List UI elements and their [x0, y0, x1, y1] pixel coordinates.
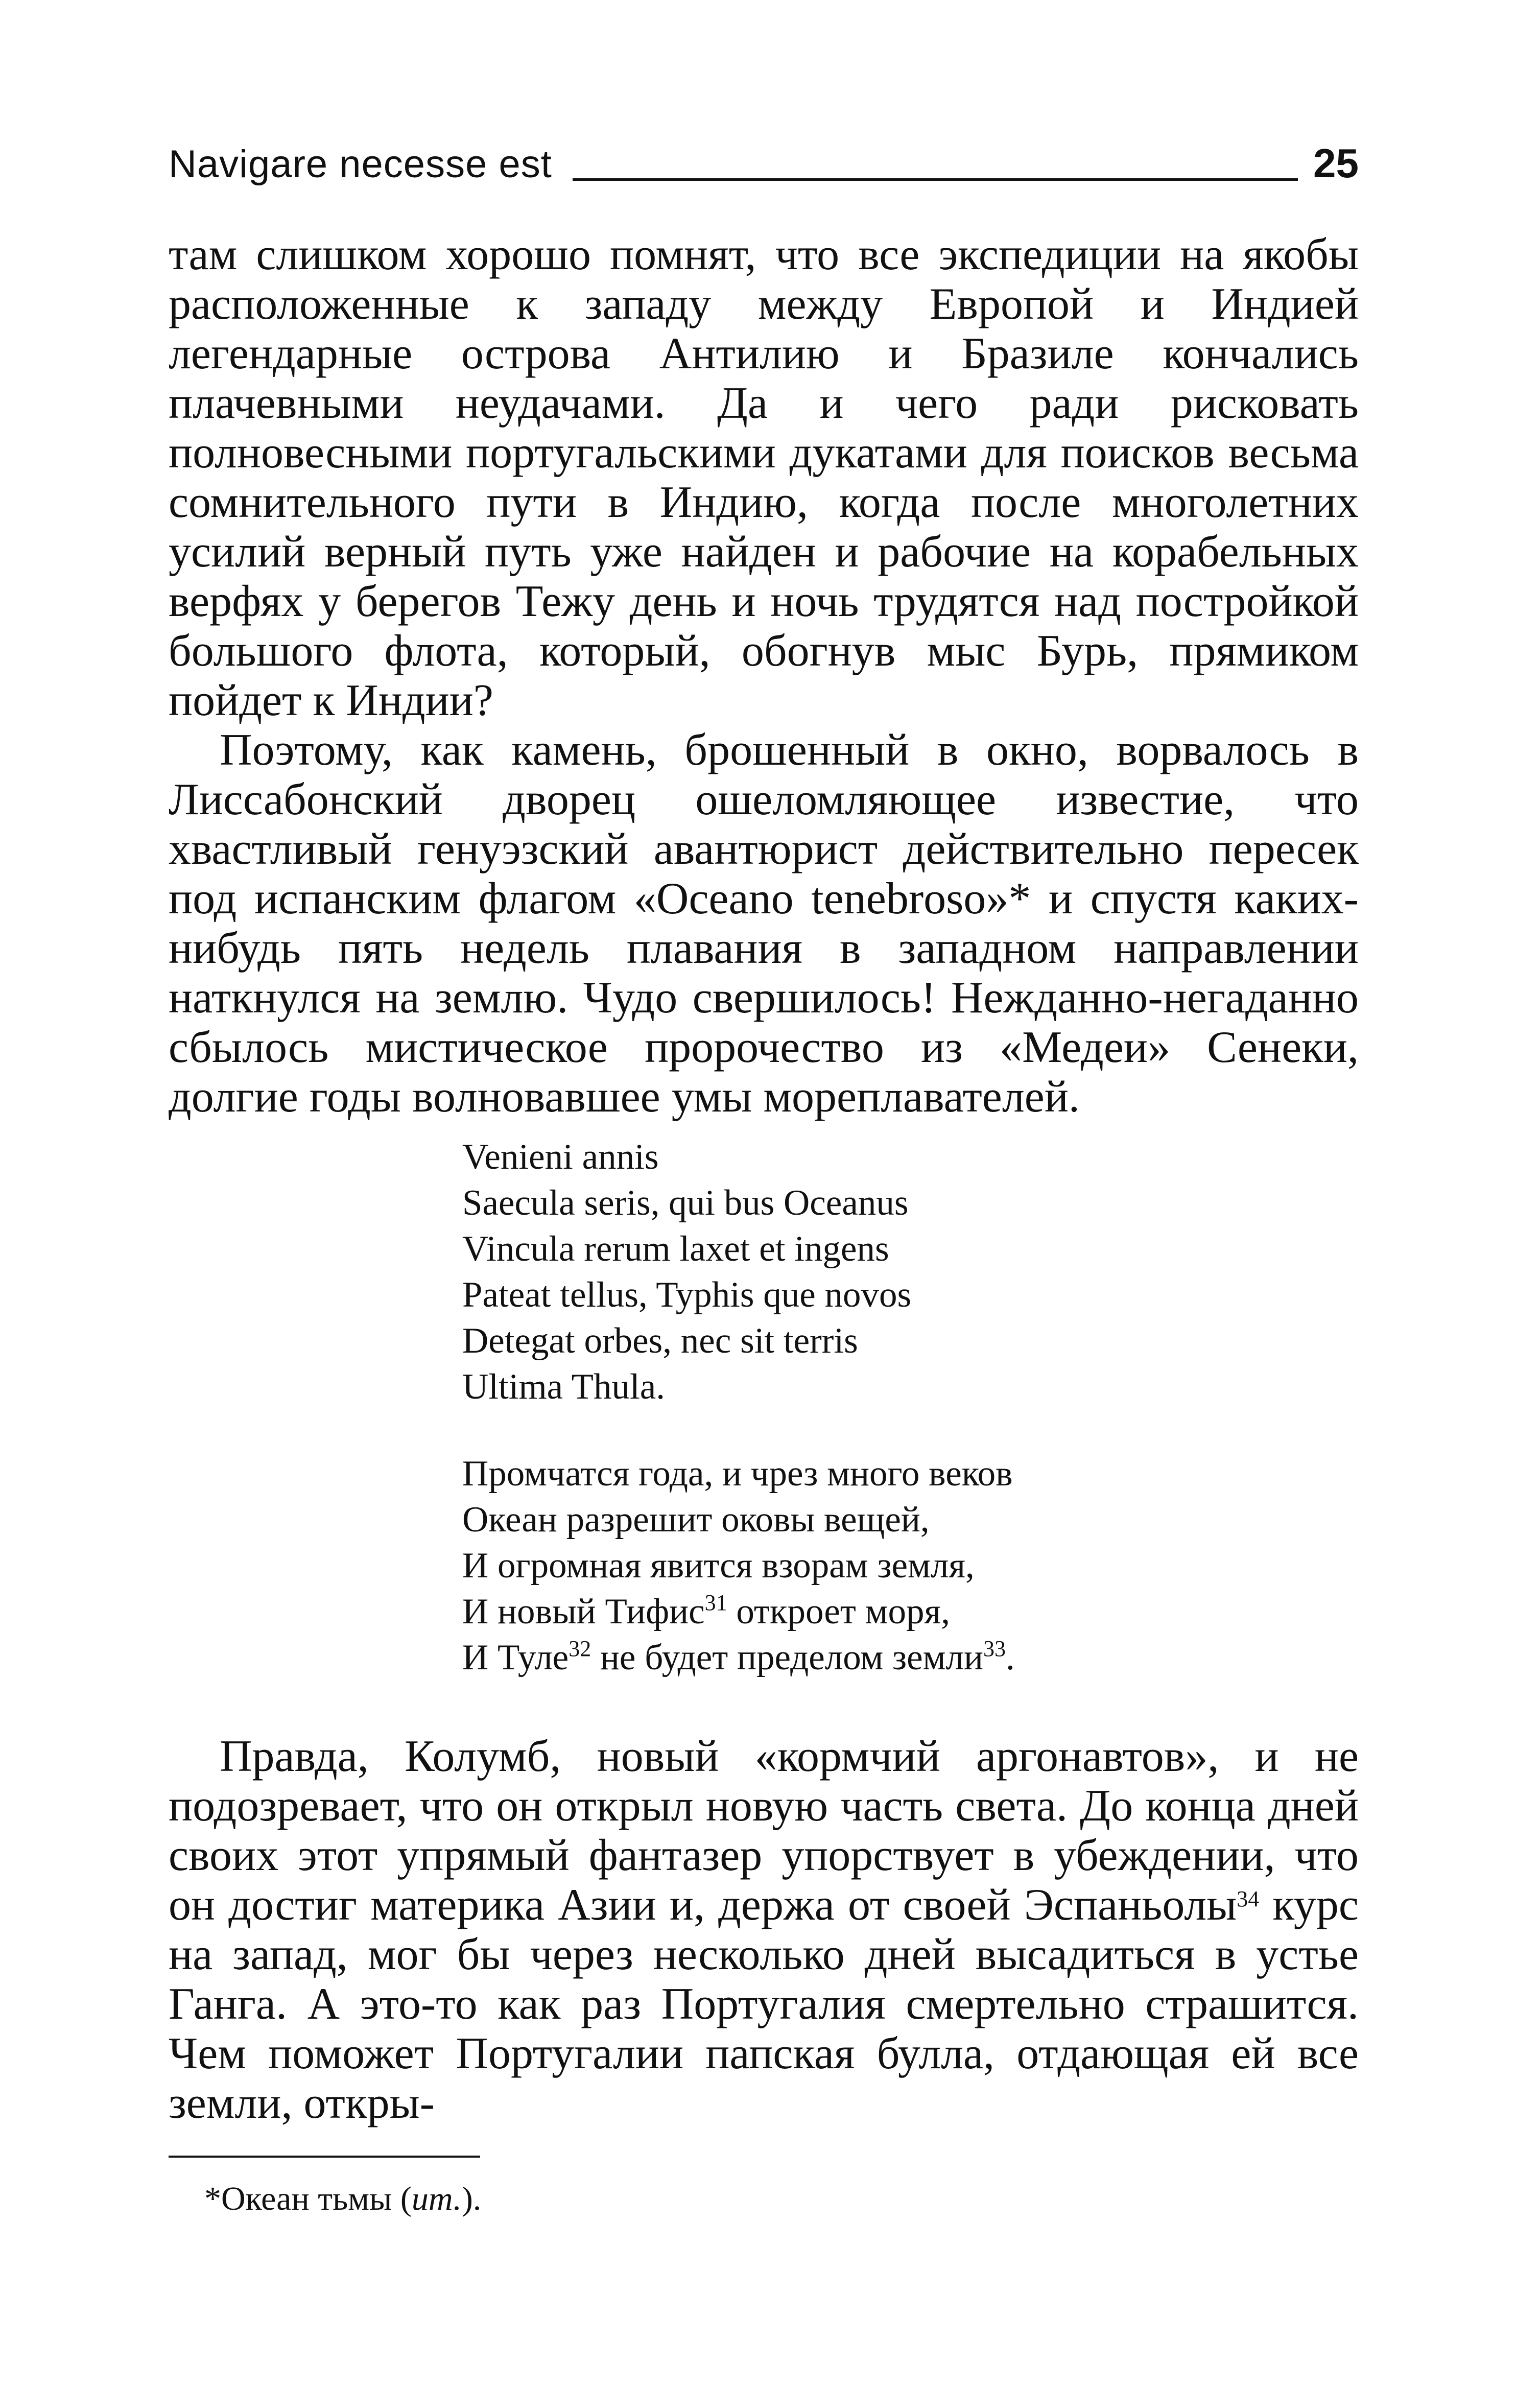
- verse-text: не будет пределом земли: [591, 1638, 983, 1677]
- paragraph-text: Правда, Колумб, новый «кормчий аргонавтов», и не подозревает, что он открыл новую часть света. До конца дней своих этот упрямый фантазер упорствует в убеждении, что он достиг материка Азии и, держа от своей Эспаньолы: [169, 1732, 1359, 1930]
- footnote-close: ).: [461, 2180, 482, 2217]
- footnote-ref: 33: [983, 1636, 1006, 1661]
- running-title: Navigare necesse est: [169, 143, 552, 186]
- footnote-text: Океан тьмы (: [221, 2180, 412, 2217]
- verse-text: И новый Тифис: [462, 1592, 705, 1632]
- running-header: [169, 128, 1359, 184]
- verse-line: [462, 1635, 1382, 1681]
- verse-line: Saecula seris, qui bus Oceanus: [462, 1183, 909, 1223]
- verse-line: И огромная явится взорам земля,: [462, 1546, 975, 1586]
- footnote: [204, 2179, 1328, 2219]
- verse-line: Venieni annis: [462, 1137, 659, 1177]
- verse-line: Pateat tellus, Typhis que novos: [462, 1275, 912, 1315]
- verse-line: Ultima Thula.: [462, 1367, 666, 1407]
- verse-line: Промчатся года, и чрез много веков: [462, 1454, 1013, 1494]
- paragraph-continuation: там слишком хорошо помнят, что все экспедиции на якобы расположенные к западу между Европой и Индией легендарные острова Антилию и Бразиле кончались плачевными неудачами. Да и чего ради рисковать полновесными португальскими дукатами для поисков весьма сомнительного пути в Индию, когда после многолетних усилий верный путь уже найден и рабочие на корабельных верфях у берегов Тежу день и ночь трудятся над постройкой большого флота, который, обогнув мыс Бурь, прямиком пойдет к Индии?: [169, 230, 1359, 725]
- header-rule: [573, 178, 1298, 181]
- footnote-marker: *: [204, 2180, 221, 2217]
- body-text-bottom: [169, 1732, 1359, 2128]
- verse-line: Океан разрешит оковы вещей,: [462, 1500, 930, 1540]
- page-number: 25: [1313, 140, 1359, 186]
- verse-text: И Туле: [462, 1638, 569, 1677]
- paragraph-columbus: [169, 1732, 1359, 2128]
- footnote-abbrev: ит.: [411, 2180, 462, 2217]
- footnote-ref: 32: [568, 1636, 591, 1661]
- paragraph-text: курс на запад, мог бы через несколько дней высадиться в устье Ганга. А это-то как раз Португалия смертельно страшится. Чем поможет Португалии папская булла, отдающая ей все земли, откры-: [169, 1880, 1359, 2128]
- footnote-ref: 31: [704, 1590, 727, 1615]
- verse-line: [462, 1589, 1382, 1635]
- verse-line: Vincula rerum laxet et ingens: [462, 1229, 889, 1269]
- body-text-top: [169, 230, 1359, 1122]
- footnote-ref: 34: [1237, 1886, 1260, 1911]
- footnote-rule: [169, 2156, 480, 2158]
- verse-text: откроет моря,: [727, 1592, 950, 1632]
- verse-line: Detegat orbes, nec sit terris: [462, 1321, 858, 1361]
- verse-russian: [462, 1451, 1382, 1681]
- verse-text: .: [1005, 1638, 1015, 1677]
- verse-latin: [462, 1134, 1382, 1410]
- paragraph-announcement: Поэтому, как камень, брошенный в окно, ворвалось в Лиссабонский дворец ошеломляющее известие, что хвастливый генуэзский авантюрист действительно пересек под испанским флагом «Oceano tenebroso»* и спустя каких-нибудь пять недель плавания в западном направлении наткнулся на землю. Чудо свершилось! Нежданно-негаданно сбылось мистическое пророчество из «Медеи» Сенеки, долгие годы волновавшее умы мореплавателей.: [169, 725, 1359, 1122]
